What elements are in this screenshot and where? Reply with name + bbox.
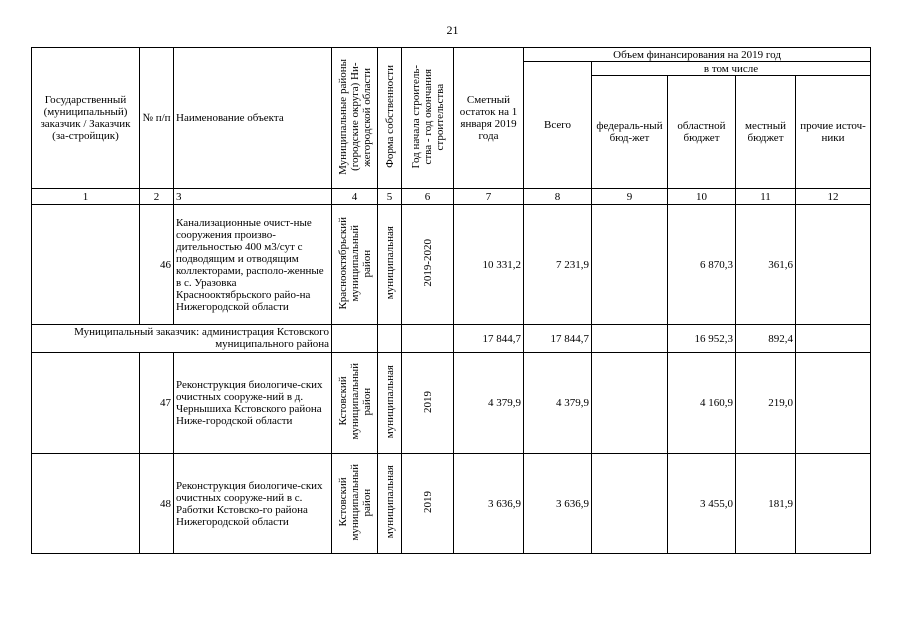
col-number: 7 xyxy=(454,189,524,205)
total-value: 3 636,9 xyxy=(524,454,592,554)
balance-value: 4 379,9 xyxy=(454,353,524,454)
header-balance: Сметный остаток на 1 января 2019 года xyxy=(454,48,524,189)
col-number: 2 xyxy=(140,189,174,205)
local-value: 892,4 xyxy=(736,325,796,353)
header-federal: федераль-ный бюд-жет xyxy=(592,76,668,189)
col-number: 11 xyxy=(736,189,796,205)
other-value xyxy=(796,325,871,353)
header-district: Муниципальные районы (городские округа) Ни- жегородской области xyxy=(332,48,378,189)
district: Кстовский муниципальный район xyxy=(332,454,378,554)
customer-name: Муниципальный заказчик: администрация Кстовского муниципального района xyxy=(32,325,332,353)
header-local: местный бюджет xyxy=(736,76,796,189)
col-number: 4 xyxy=(332,189,378,205)
row-number: 46 xyxy=(140,205,174,325)
regional-value: 16 952,3 xyxy=(668,325,736,353)
table-row xyxy=(32,353,871,454)
financing-table xyxy=(31,47,871,554)
years: 2019-2020 xyxy=(402,205,454,325)
page-number: 21 xyxy=(446,23,459,37)
local-value: 181,9 xyxy=(736,454,796,554)
header-financing: Объем финансирования на 2019 год xyxy=(524,48,871,62)
local-value: 361,6 xyxy=(736,205,796,325)
object-name: Канализационные очист-ные сооружения произво-дительностью 400 м3/сут с подводящим и отводящим коллекторами, располо-женные в с. Уразовка Краснооктябрьского райо-на Нижегородской области xyxy=(174,205,332,325)
table-row xyxy=(32,325,871,353)
col-number: 6 xyxy=(402,189,454,205)
table-row xyxy=(32,205,871,325)
years: 2019 xyxy=(402,353,454,454)
header-number: № п/п xyxy=(140,48,174,189)
regional-value: 3 455,0 xyxy=(668,454,736,554)
table-row xyxy=(32,454,871,554)
header-ownership: Форма собственности xyxy=(378,48,402,189)
col-number: 12 xyxy=(796,189,871,205)
customer-cell xyxy=(32,454,140,554)
years: 2019 xyxy=(402,454,454,554)
header-total: Всего xyxy=(524,62,592,189)
other-value xyxy=(796,454,871,554)
object-name: Реконструкция биологиче-ских очистных сооруже-ний в с. Работки Кстовско-го района Нижегородской области xyxy=(174,454,332,554)
local-value: 219,0 xyxy=(736,353,796,454)
federal-value xyxy=(592,205,668,325)
total-value: 7 231,9 xyxy=(524,205,592,325)
total-value: 17 844,7 xyxy=(524,325,592,353)
header-including: в том числе xyxy=(592,62,871,76)
customer-cell xyxy=(32,353,140,454)
ownership: муниципальная xyxy=(378,454,402,554)
ownership: муниципальная xyxy=(378,353,402,454)
header-other: прочие источ-ники xyxy=(796,76,871,189)
district: Краснооктябрьский муниципальный район xyxy=(332,205,378,325)
header-years: Год начала строитель- ства - год окончания строительства xyxy=(402,48,454,189)
col-number: 8 xyxy=(524,189,592,205)
balance-value: 10 331,2 xyxy=(454,205,524,325)
federal-value xyxy=(592,353,668,454)
col-number: 5 xyxy=(378,189,402,205)
customer-cell xyxy=(32,205,140,325)
ownership: муниципальная xyxy=(378,205,402,325)
other-value xyxy=(796,353,871,454)
federal-value xyxy=(592,454,668,554)
row-number: 48 xyxy=(140,454,174,554)
header-customer: Государственный (муниципальный) заказчик / Заказчик (за-стройщик) xyxy=(32,48,140,189)
total-value: 4 379,9 xyxy=(524,353,592,454)
col-number: 1 xyxy=(32,189,140,205)
object-name: Реконструкция биологиче-ских очистных сооруже-ний в д. Чернышиха Кстовского района Ниже-городской области xyxy=(174,353,332,454)
regional-value: 6 870,3 xyxy=(668,205,736,325)
header-regional: областной бюджет xyxy=(668,76,736,189)
district: Кстовский муниципальный район xyxy=(332,353,378,454)
col-number: 9 xyxy=(592,189,668,205)
regional-value: 4 160,9 xyxy=(668,353,736,454)
other-value xyxy=(796,205,871,325)
balance-value: 17 844,7 xyxy=(454,325,524,353)
col-number: 3 xyxy=(174,189,332,205)
col-number: 10 xyxy=(668,189,736,205)
row-number: 47 xyxy=(140,353,174,454)
balance-value: 3 636,9 xyxy=(454,454,524,554)
header-object-name: Наименование объекта xyxy=(174,48,332,189)
federal-value xyxy=(592,325,668,353)
